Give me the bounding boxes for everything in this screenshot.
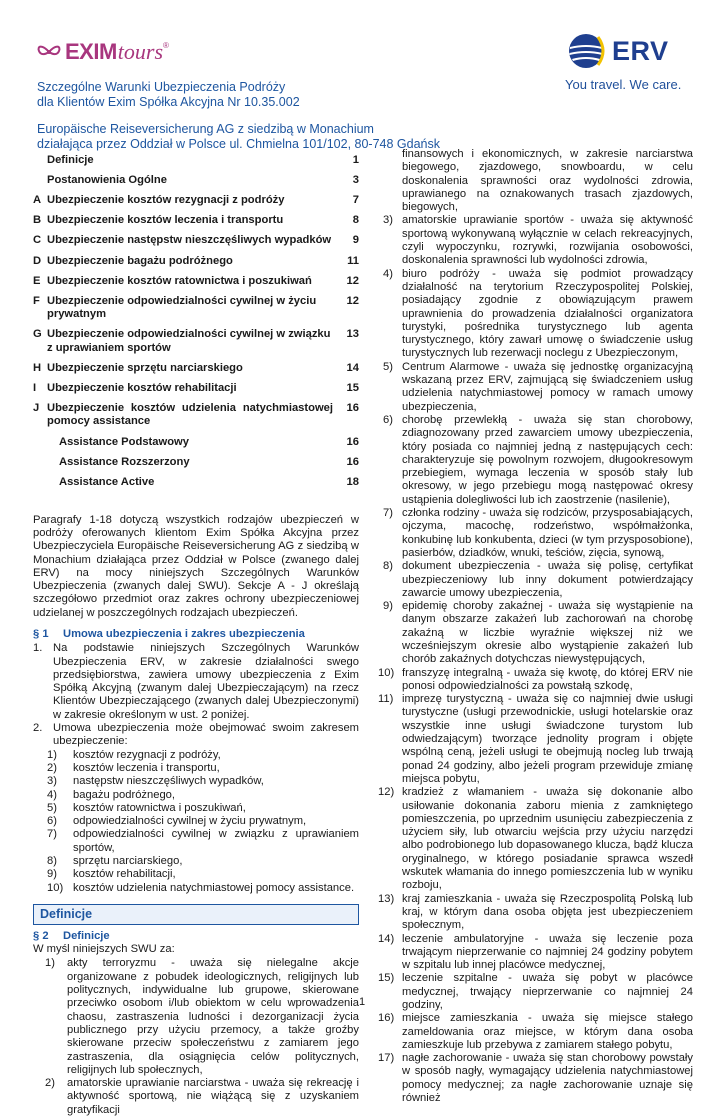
exim-brand-a: EXIM	[65, 39, 117, 64]
toc-title: Assistance Active	[59, 475, 155, 488]
item-number: 12)	[378, 786, 395, 799]
toc-title: Ubezpieczenie kosztów rezygnacji z podróży	[47, 193, 285, 206]
item-number: 2)	[47, 761, 57, 774]
definition-item	[383, 414, 693, 507]
toc-page: 13	[346, 328, 359, 341]
item-number: 9)	[383, 600, 393, 613]
item-number: 5)	[383, 360, 393, 373]
item-number: 1)	[45, 957, 55, 970]
item-number: 3)	[383, 214, 393, 227]
intro-paragraph: Paragrafy 1-18 dotyczą wszystkich rodzajów ubezpieczeń w podróży oferowanych klientom Exim Spółka Akcyjna przez Ubezpieczyciela Europäische Reiseversicherung AG z siedzibą w Monachium działająca przez Oddział w Polsce (zwanego dalej ERV) na mocy niniejszych Szczególnych Warunków Ubezpieczenia (zwanych dalej SWU). Sekcje A - J określają szczegółowo przedmiot oraz zakres ochrony ubezpieczeniowej udzielanej w poszczególnych rodzajach ubezpieczeń.	[33, 513, 359, 619]
item-text: członka rodziny - uważa się rodziców, przysposabiających, ojczyma, macochę, rodzeństwo, współmałżonka, konkubinę lub konkubenta, dzieci (w tym przysposobione), pasierbów, dziadków, wnuki, teściów, zięcia, synową,	[402, 507, 693, 559]
list-item	[47, 775, 359, 788]
item-text: leczenie szpitalne - uważa się pobyt w placówce medycznej, trwający nieprzerwanie co najmniej 24 godziny,	[402, 972, 693, 1011]
toc-title: Ubezpieczenie kosztów leczenia i transportu	[47, 214, 284, 227]
toc-row	[33, 271, 359, 291]
right-column	[378, 148, 693, 1105]
list-item	[47, 868, 359, 881]
toc-letter: J	[33, 402, 40, 415]
erv-tagline: You travel. We care.	[565, 77, 682, 92]
item-number: 7)	[47, 828, 57, 841]
item-text: chorobę przewlekłą - uważa się stan chorobowy, zdiagnozowany przed zawarciem umowy ubezpieczenia, który posiada co najmniej jedną z następujących cech: charakteryzuje się powolnym rozwojem, długookresowym przebiegiem, wymaga leczenia w sposób stały lub okresowy, w jego przebiegu mogą następować okresy ustąpienia dolegliwości lub ich zaostrzenie (nasilenie),	[402, 413, 693, 506]
list-item	[33, 642, 359, 722]
list-item	[47, 855, 359, 868]
item-text: dokument ubezpieczenia - uważa się polisę, certyfikat ubezpieczeniowy lub inny dokument potwierdzający zawarcie umowy ubezpieczenia,	[402, 560, 693, 599]
definition-item	[378, 972, 693, 1012]
toc-title: Assistance Rozszerzony	[59, 455, 190, 468]
definitions-banner: Definicje	[33, 904, 359, 925]
list-item	[47, 762, 359, 775]
erv-globe-icon	[568, 33, 604, 69]
toc-page: 1	[352, 153, 359, 166]
toc-page: 11	[347, 254, 359, 267]
toc-page: 16	[346, 455, 359, 468]
toc-row	[33, 211, 359, 231]
item-text: Centrum Alarmowe - uważa się jednostkę organizacyjną wskazaną przez ERV, zajmującą się świadczeniem usług udzielenia natychmiastowej pomocy w ramach umowy ubezpieczenia,	[402, 360, 693, 413]
title-line-3: Europäische Reiseversicherung AG z siedzibą w Monachium	[37, 122, 374, 136]
title-line-2: dla Klientów Exim Spółka Akcyjna Nr 10.35.002	[37, 95, 300, 109]
definition-item	[378, 932, 693, 973]
item-number: 15)	[378, 972, 395, 985]
erv-logo	[563, 33, 693, 93]
toc-title: Ubezpieczenie kosztów rehabilitacji	[47, 381, 237, 394]
exim-emblem-icon	[36, 42, 62, 62]
item-number: 4)	[383, 267, 393, 280]
toc-page: 14	[346, 361, 359, 374]
toc-letter: A	[33, 193, 42, 206]
list-item	[33, 722, 359, 749]
item-text: odpowiedzialności cywilnej w związku z uprawianiem sportów,	[73, 828, 359, 854]
item-text: kosztów rezygnacji z podróży,	[73, 748, 221, 761]
section-1-title: Umowa ubezpieczenia i zakres ubezpieczenia	[63, 628, 305, 641]
item-number: 16)	[378, 1012, 395, 1025]
list-item	[47, 882, 359, 895]
toc-title: Ubezpieczenie sprzętu narciarskiego	[47, 361, 243, 374]
toc-row	[33, 150, 359, 170]
toc-row	[33, 291, 359, 324]
registered-mark: ®	[163, 41, 169, 50]
toc-row	[33, 325, 359, 358]
item-text: kraj zamieszkania - uważa się Rzeczpospolitą Polską lub kraj, w którym dana osoba objęta jest ubezpieczeniem społecznym,	[402, 892, 693, 932]
toc-page: 8	[352, 214, 359, 227]
item-text: bagażu podróżnego,	[73, 788, 176, 801]
section-2-number: § 2	[33, 930, 49, 943]
item-number: 8)	[383, 560, 393, 573]
item-number: 10)	[47, 881, 64, 894]
toc-title: Ubezpieczenie odpowiedzialności cywilnej w związku z uprawianiem sportów	[47, 328, 331, 354]
item-number: 6)	[383, 413, 393, 426]
item-number: 5)	[47, 801, 57, 814]
item-text: kradzież z włamaniem - uważa się dokonanie albo usiłowanie dokonania zaboru mienia z zamkniętego pomieszczenia, po uprzednim usunięciu zabezpieczenia z użyciem siły, lub otwarciu wejścia przy użyciu narzędzi albo podrobionego lub dopasowanego klucza, bądź klucza oryginalnego, w którego posiadanie sprawca wszedł wskutek włamania do innego pomieszczenia lub w wyniku rozboju,	[402, 786, 693, 892]
toc-page: 16	[346, 435, 359, 448]
item-number: 4)	[47, 788, 57, 801]
toc-title: Definicje	[47, 153, 94, 166]
definition-item	[378, 693, 693, 786]
toc-row	[33, 472, 359, 492]
definition-item	[383, 214, 693, 267]
definition-item	[378, 786, 693, 892]
list-item	[47, 802, 359, 815]
exim-tours-logo	[36, 38, 169, 66]
toc-letter: G	[33, 328, 42, 341]
toc-letter: B	[33, 214, 42, 227]
item-text: nagłe zachorowanie - uważa się stan chorobowy powstały w sposób nagły, wymagający udzielenia natychmiastowej pomocy medycznej; za nagłe zachorowanie uznaje się również	[402, 1052, 693, 1105]
toc-page: 7	[352, 193, 359, 206]
definition-item	[378, 892, 693, 933]
page-number: 1	[359, 996, 366, 1008]
list-item	[47, 789, 359, 802]
item-number: 17)	[378, 1052, 395, 1065]
item-text: kosztów leczenia i transportu,	[73, 761, 220, 774]
toc-letter: H	[33, 361, 42, 374]
toc-letter: E	[33, 274, 41, 287]
item-text: Umowa ubezpieczenia może obejmować swoim zakresem ubezpieczenie:	[53, 722, 359, 748]
item-number: 7)	[383, 507, 393, 520]
definition-item	[45, 1077, 359, 1117]
toc-row	[33, 452, 359, 472]
item-text: kosztów ratownictwa i poszukiwań,	[73, 801, 246, 814]
definition-item	[378, 666, 693, 694]
toc-title: Assistance Podstawowy	[59, 435, 189, 448]
list-item	[47, 815, 359, 828]
item-text: epidemię choroby zakaźnej - uważa się wystąpienie na danym obszarze zakażeń lub zachorowań na chorobę zakaźną w liczbie wyraźnie większej niż we wcześniejszym okresie albo wystąpienie zakażeń lub chorób zakaźnych dotychczas niewystępujących,	[402, 600, 693, 666]
list-item	[47, 749, 359, 762]
toc-row	[33, 399, 359, 432]
section-1-number: § 1	[33, 628, 49, 641]
toc-row	[33, 432, 359, 452]
toc-title: Ubezpieczenie następstw nieszczęśliwych wypadków	[47, 234, 332, 247]
toc-title: Ubezpieczenie odpowiedzialności cywilnej w życiu prywatnym	[47, 294, 317, 321]
toc-title: Ubezpieczenie bagażu podróżnego	[47, 254, 233, 267]
table-of-contents	[33, 150, 359, 493]
item-text: leczenie ambulatoryjne - uważa się leczenie poza trwającym nieprzerwanie co najmniej 24 godziny pobytem w szpitalu lub innej placówce medycznej,	[402, 932, 693, 972]
item-number: 13)	[378, 892, 395, 905]
title-line-4: działająca przez Oddział w Polsce ul. Chmielna 101/102, 80-748 Gdańsk	[37, 137, 441, 151]
toc-row	[33, 190, 359, 210]
toc-row	[33, 170, 359, 190]
toc-title: Ubezpieczenie kosztów ratownictwa i poszukiwań	[47, 274, 312, 287]
definition-item	[45, 957, 359, 1077]
definition-item	[378, 1012, 693, 1052]
section-1-heading	[33, 628, 359, 641]
toc-row	[33, 251, 359, 271]
item-number: 2)	[45, 1077, 55, 1090]
erv-wordmark: ERV	[612, 36, 669, 66]
document-title	[37, 80, 517, 152]
item-text: franszyzę integralną - uważa się kwotę, do której ERV nie ponosi odpowiedzialności za powstałą szkodę,	[402, 666, 693, 692]
toc-page: 16	[346, 402, 359, 415]
item-text: imprezę turystyczną - uważa się co najmniej dwie usługi turystyczne (usługi przewodnickie, usługi hotelarskie oraz wszystkie inne usługi świadczone turystom lub odwiedzającym) tworzące jednolity program i objęte wspólną ceną, jeżeli usługi te obejmują nocleg lub trwają ponad 24 godziny, albo jeżeli program przewiduje zmianę miejsca pobytu,	[402, 693, 693, 785]
toc-row	[33, 378, 359, 398]
item-number: 11)	[378, 693, 394, 706]
list-item	[47, 828, 359, 855]
definition-item	[383, 268, 693, 361]
item-number: 1.	[33, 642, 43, 655]
toc-letter: D	[33, 254, 42, 267]
item-text: odpowiedzialności cywilnej w życiu prywatnym,	[73, 815, 307, 828]
toc-row	[33, 358, 359, 378]
item-number: 6)	[47, 815, 57, 828]
item-text: amatorskie uprawianie narciarstwa - uważa się rekreację i aktywność sportową, nie wiążącą się z uzyskaniem gratyfikacji	[67, 1077, 359, 1116]
item-text: kosztów rehabilitacji,	[73, 868, 176, 881]
item-text: kosztów udzielenia natychmiastowej pomocy assistance.	[73, 881, 355, 894]
toc-page: 12	[346, 274, 359, 287]
item-number: 2.	[33, 722, 43, 735]
item-number: 9)	[47, 868, 57, 881]
item-text: Na podstawie niniejszych Szczególnych Warunków Ubezpieczenia ERV, w zakresie działalności swego przedsiębiorstwa, zawiera umowy ubezpieczenia z Exim Spółką Akcyjną (zwanym dalej Ubezpieczającym) na rzecz Klientów Ubezpieczającego (zwanych dalej Ubezpieczonymi) w zakresie określonym w ust. 2 poniżej.	[53, 642, 359, 721]
toc-page: 15	[346, 381, 359, 394]
item-number: 10)	[378, 666, 395, 679]
item-number: 1)	[47, 748, 57, 761]
section-2-heading	[33, 930, 359, 943]
definition-item	[378, 1052, 693, 1105]
coverage-sub-list	[47, 749, 359, 895]
title-line-1: Szczególne Warunki Ubezpieczenia Podróży	[37, 80, 286, 94]
item-number: 8)	[47, 854, 57, 867]
exim-brand-b: tours	[117, 39, 164, 64]
toc-title: Ubezpieczenie kosztów udzielenia natychmiastowej pomocy assistance	[47, 402, 333, 428]
toc-title: Postanowienia Ogólne	[47, 173, 167, 186]
item-number: 3)	[47, 775, 57, 788]
toc-row	[33, 231, 359, 251]
definition-item	[383, 361, 693, 414]
toc-letter: I	[33, 381, 37, 394]
toc-page: 12	[346, 294, 359, 307]
item-text: miejsce zamieszkania - uważa się miejsce stałego zameldowania oraz miejsce, w którym dana osoba zamieszkuje lub przebywa z zamiarem stałego pobytu,	[402, 1012, 693, 1051]
item-text: amatorskie uprawianie sportów - uważa się aktywność sportową wykonywaną wyłącznie w celach rekreacyjnych, czyli wypoczynku, rozrywki, rozwijania osobowości, doskonalenia sprawności lub wydolności zdrowia,	[402, 214, 693, 267]
section-2-title: Definicje	[63, 930, 110, 943]
toc-page: 18	[346, 475, 359, 488]
definition-item	[383, 560, 693, 600]
item-text: biuro podróży - uważa się podmiot prowadzący działalność na terytorium Rzeczypospolitej Polskiej, posiadający zgodnie z obowiązującym prawem uprawnienia do prowadzenia działalności organizatora turystyki, pośrednika turystycznego lub agenta turystycznego, który zawarł umowę o świadczenie usług turystycznych lub rezerwacji noclegu z Ubezpieczonym,	[402, 267, 693, 360]
definition-item	[383, 507, 693, 560]
toc-letter: C	[33, 234, 42, 247]
item-text: akty terroryzmu - uważa się nielegalne akcje organizowane z pobudek ideologicznych, religijnych lub politycznych, indywidualne lub grupowe, skierowane przeciwko osobom i/lub obiektom w celu wprowadzenia chaosu, zastraszenia ludności i dezorganizacji życia publicznego przy użyciu przemocy, a także groźby skierowane przeciw społeczeństwu z zamiarem jego zastraszenia, dla osiągnięcia celów politycznych, religijnych lub społecznych,	[67, 957, 359, 1076]
item-text: następstw nieszczęśliwych wypadków,	[73, 775, 264, 788]
item-number: 14)	[378, 932, 395, 945]
left-column	[33, 150, 359, 1117]
definition-item	[383, 600, 693, 666]
section-2-lead: W myśl niniejszych SWU za:	[33, 943, 175, 956]
item-text: sprzętu narciarskiego,	[73, 854, 183, 867]
toc-page: 9	[352, 234, 359, 247]
section-1-list	[33, 642, 359, 895]
definition-2-continuation: finansowych i ekonomicznych, w zakresie narciarstwa biegowego, zjazdowego, snowboardu, w celu doskonalenia sprawności oraz wydolności zdrowia, uprawianego na oznakowanych trasach zjazdowych, biegowych,	[402, 148, 693, 214]
definitions-list-left	[45, 957, 359, 1117]
toc-letter: F	[33, 294, 40, 307]
toc-page: 3	[352, 173, 359, 186]
